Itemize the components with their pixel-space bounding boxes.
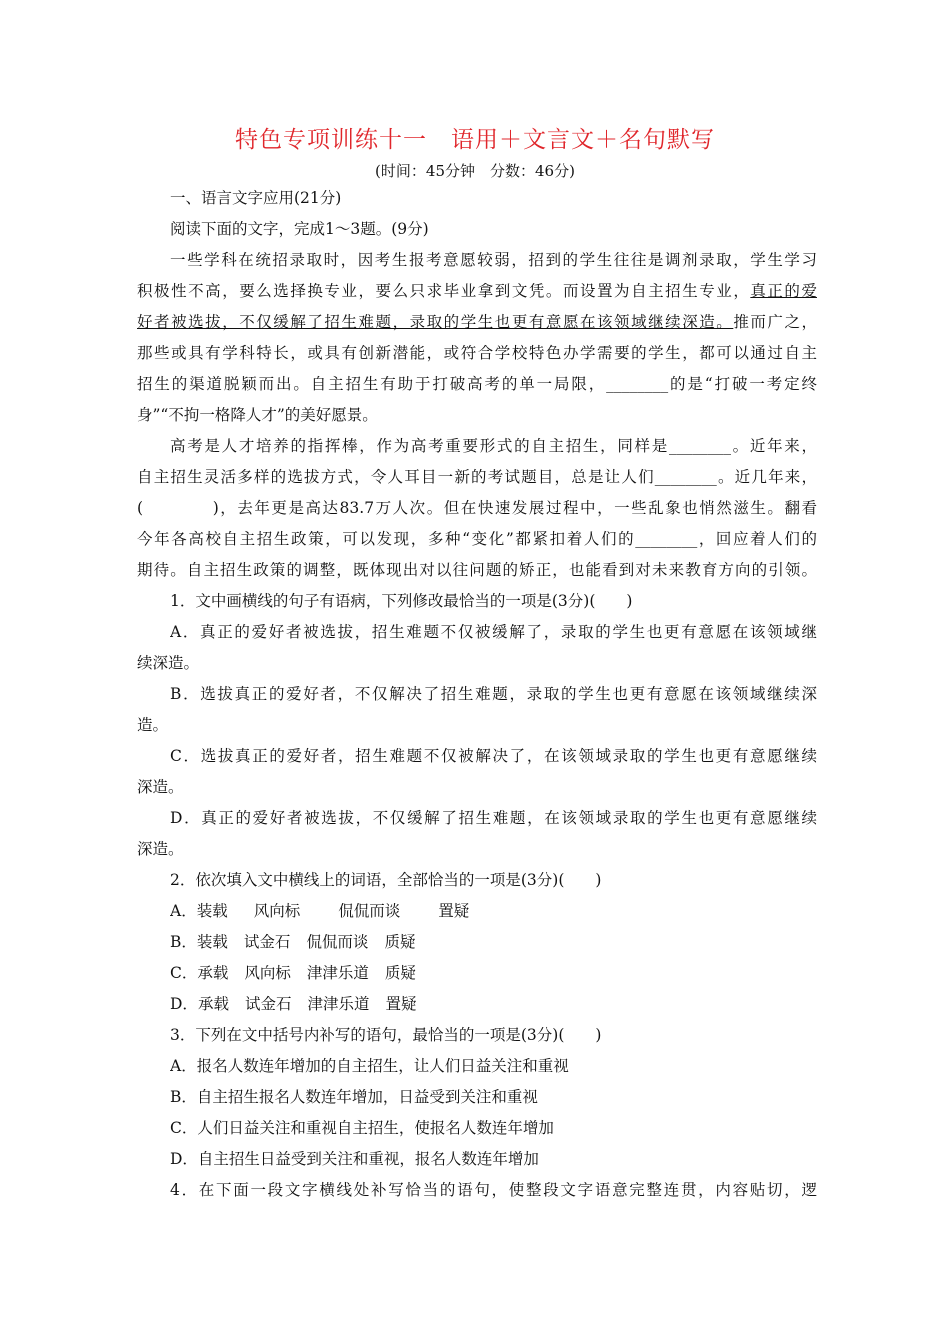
option-letter: D．	[170, 995, 198, 1013]
page-title: 特色专项训练十一 语用＋文言文＋名句默写	[235, 127, 715, 153]
passage-text: 推而广之，	[733, 313, 817, 331]
question-stem: 3．下列在文中括号内补写的语句，最恰当的一项是(3分)( )	[170, 1026, 602, 1044]
option-word: 风向标	[244, 964, 291, 982]
option-a	[170, 901, 817, 921]
passage-line: 那些或具有学科特长，或具有创新潜能，或符合学校特色办学需要的学生，都可以通过自主	[137, 344, 817, 362]
passage-line: ( )，去年更是高达83.7万人次。但在快速发展过程中，一些乱象也悄然滋生。翻看	[137, 499, 817, 517]
option-word: 承载	[197, 964, 229, 982]
passage-text: 积极性不高，要么选择换专业，要么只求毕业拿到文凭。而设置为自主招生专业，	[137, 282, 751, 300]
passage-line: 期待。自主招生政策的调整，既体现出对以往问题的矫正，也能看到对未来教育方向的引领。	[137, 561, 817, 579]
option-word: 侃侃而谈	[306, 933, 369, 951]
option-word: 侃侃而谈	[338, 902, 401, 920]
passage-line	[137, 312, 817, 332]
option-c: C．人们日益关注和重视自主招生，使报名人数连年增加	[170, 1119, 554, 1137]
option-word: 质疑	[384, 933, 416, 951]
option-b: B．选拔真正的爱好者，不仅解决了招生难题，录取的学生也更有意愿在该领域继续深	[170, 685, 817, 703]
option-word: 试金石	[244, 995, 292, 1013]
option-b	[170, 932, 817, 952]
option-c-cont: 深造。	[137, 778, 184, 796]
section-heading: 一、语言文字应用(21分)	[170, 189, 342, 207]
option-b-cont: 造。	[137, 716, 169, 734]
passage-line: 招生的渠道脱颖而出。自主招生有助于打破高考的单一局限，________的是“打破一考定终	[137, 375, 817, 393]
option-d-cont: 深造。	[137, 840, 184, 858]
option-a: A．报名人数连年增加的自主招生，让人们日益关注和重视	[170, 1057, 569, 1075]
passage-line: 身”“不拘一格降人才”的美好愿景。	[137, 406, 378, 424]
question-stem: 2．依次填入文中横线上的词语，全部恰当的一项是(3分)( )	[170, 871, 602, 889]
passage-line: 高考是人才培养的指挥棒，作为高考重要形式的自主招生，同样是________。近年来，	[170, 437, 817, 455]
passage-line: 一些学科在统招录取时，因考生报考意愿较弱，招到的学生往往是调剂录取，学生学习	[170, 251, 817, 269]
option-word: 装载	[196, 933, 228, 951]
option-word: 津津乐道	[306, 964, 369, 982]
option-word: 置疑	[438, 902, 470, 920]
passage-line	[137, 281, 817, 301]
passage-line: 今年各高校自主招生政策，可以发现，多种“变化”都紧扣着人们的________，回应着人们的	[137, 530, 817, 548]
option-letter: A．	[170, 902, 197, 920]
option-word: 置疑	[385, 995, 417, 1013]
option-word: 试金石	[243, 933, 291, 951]
underlined-sentence: 好者被选拔，不仅缓解了招生难题，录取的学生也更有意愿在该领域继续深造。	[137, 313, 734, 331]
option-word: 承载	[197, 995, 229, 1013]
reading-instruction: 阅读下面的文字，完成1～3题。(9分)	[170, 220, 429, 238]
option-letter: C．	[170, 964, 198, 982]
option-d	[170, 994, 817, 1014]
option-word: 质疑	[384, 964, 416, 982]
option-word: 风向标	[253, 902, 301, 920]
question-stem: 4．在下面一段文字横线处补写恰当的语句，使整段文字语意完整连贯，内容贴切，逻	[170, 1181, 817, 1199]
option-a: A．真正的爱好者被选拔，招生难题不仅被缓解了，录取的学生也更有意愿在该领域继	[170, 623, 817, 641]
question-stem: 1．文中画横线的句子有语病，下列修改最恰当的一项是(3分)( )	[170, 592, 633, 610]
option-a-cont: 续深造。	[137, 654, 200, 672]
option-d: D．自主招生日益受到关注和重视，报名人数连年增加	[170, 1150, 539, 1168]
option-c: C．选拔真正的爱好者，招生难题不仅被解决了，在该领域录取的学生也更有意愿继续	[170, 747, 817, 765]
option-b: B．自主招生报名人数连年增加，日益受到关注和重视	[170, 1088, 538, 1106]
page-subtitle: (时间：45分钟 分数：46分)	[375, 162, 575, 180]
option-word: 津津乐道	[307, 995, 370, 1013]
underlined-sentence: 真正的爱	[750, 282, 817, 300]
option-word: 装载	[196, 902, 228, 920]
option-letter: B．	[170, 933, 197, 951]
passage-line: 自主招生灵活多样的选拔方式，令人耳目一新的考试题目，总是让人们________。近几年来，	[137, 468, 817, 486]
option-d: D．真正的爱好者被选拔，不仅缓解了招生难题，在该领域录取的学生也更有意愿继续	[170, 809, 817, 827]
option-c	[170, 963, 817, 983]
